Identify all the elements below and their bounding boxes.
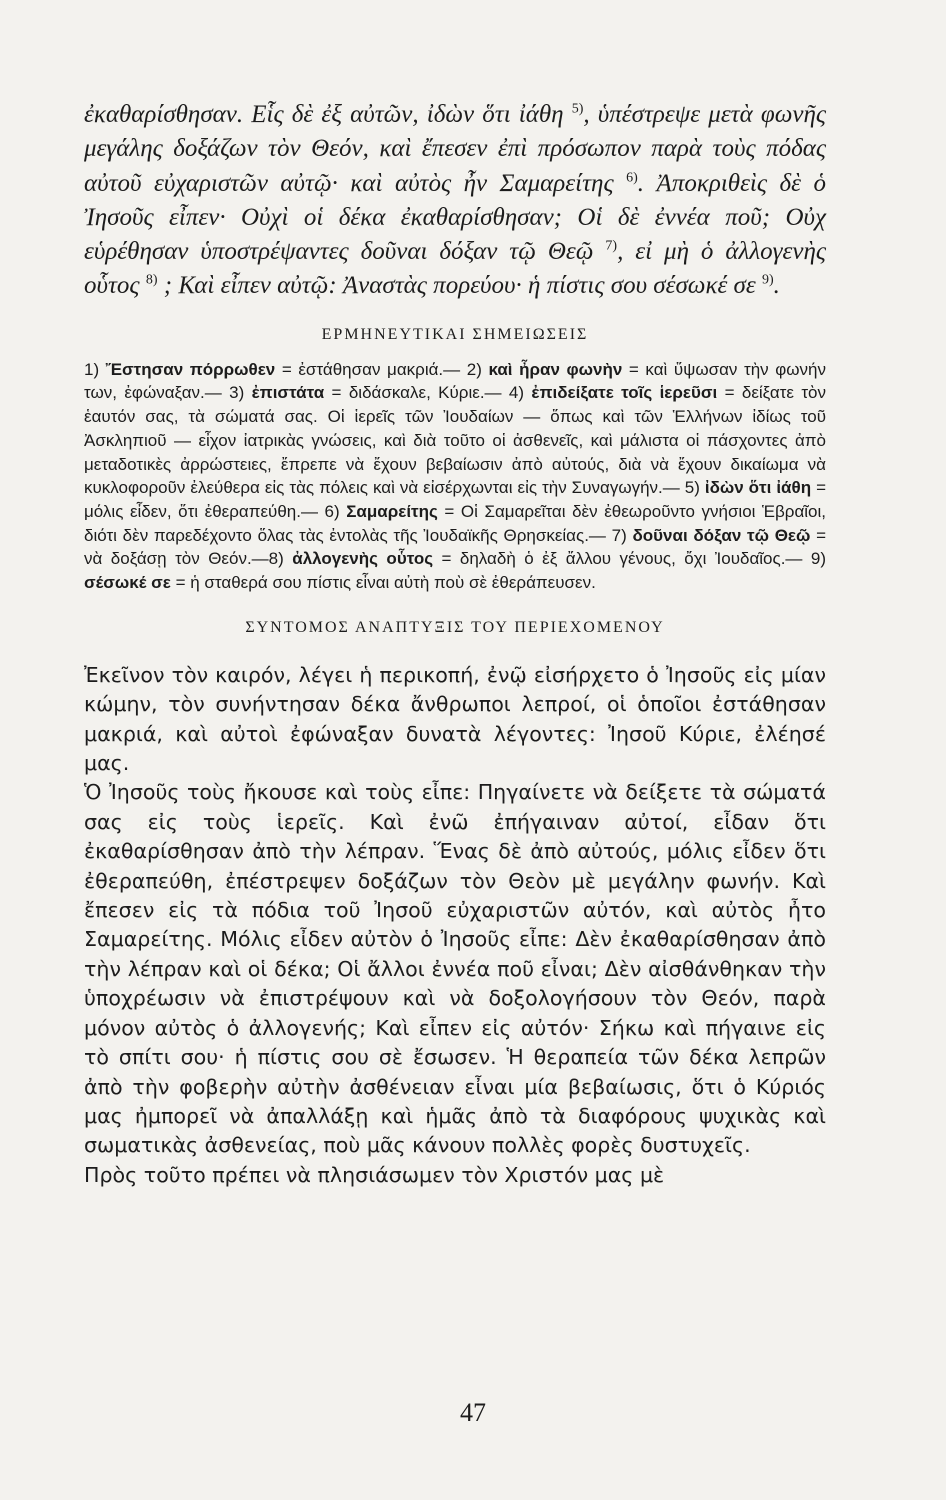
gospel-passage [84,98,826,304]
page-content [84,98,826,1190]
explanatory-notes [84,358,826,595]
note-term: δοῦναι δόξαν τῷ Θεῷ [632,525,811,545]
note-text: 1) [84,359,106,379]
note-term: ἐπιστάτα [251,383,325,403]
note-term: Ἔστησαν πόρρωθεν [105,359,276,379]
note-term: Σαμαρείτης [346,502,438,521]
notes-heading: ΕΡΜΗΝΕΥΤΙΚΑΙ ΣΗΜΕΙΩΣΕΙΣ [321,325,589,343]
gospel-text-part: , εἰ μὴ ὁ ἀλλογενὴς οὗτος [84,238,827,300]
page-number: 47 [460,1398,486,1427]
note-text: = δηλαδὴ ὁ ἐξ ἄλλου γένους, ὄχι Ἰουδαῖος.— 9) [433,549,826,569]
note-term: ἰδὼν ὅτι ἰάθη [704,478,812,498]
summary-heading: ΣΥΝΤΟΜΟΣ ΑΝΑΠΤΥΞΙΣ ΤΟΥ ΠΕΡΙΕΧΟΜΕΝΟΥ [245,618,665,636]
summary-paragraph: Ἐκεῖνον τὸν καιρόν, λέγει ἡ περικοπή, ἐνῷ εἰσήρχετο ὁ Ἰησοῦς εἰς μίαν κώμην, τὸν συνήντησαν δέκα ἄνθρωποι λεπροί, οἱ ὁποῖοι ἐστάθησαν μακριά, καὶ αὐτοὶ ἐφώναξαν δυνατὰ λέγοντες: Ἰησοῦ Κύριε, ἐλέησέ μας. [84,662,826,776]
footnote-ref-7: 7) [605,238,618,254]
footnote-ref-9: 9) [761,273,774,289]
note-text: = νὰ δοξάσῃ τὸν Θεόν.—8) [84,525,826,569]
gospel-text-part: . [773,272,780,300]
note-term: καὶ ἦραν φωνὴν [488,359,623,379]
footnote-ref-8: 8) [145,273,158,289]
note-text: = ἡ σταθερά σου πίστις εἶναι αὐτὴ ποὺ σὲ ἐθεράπευσεν. [170,573,596,593]
gospel-text-part: ἐκαθαρίσθησαν. Εἷς δὲ ἐξ αὐτῶν, ἰδὼν ὅτι ἰάθη [84,101,564,128]
note-text: = μόλις εἶδεν, ὅτι ἐθεραπεύθη.— 6) [84,478,826,521]
gospel-text-part: . Ἀποκριθεὶς δὲ ὁ Ἰησοῦς εἶπεν· Οὐχὶ οἱ δέκα ἐκαθαρίσθησαν; Οἱ δὲ ἐννέα ποῦ; Οὐχ εὑρέθησαν ὑποστρέψαντες δοῦναι δόξαν τῷ Θεῷ [84,169,827,266]
footnote-ref-5: 5) [571,101,584,117]
note-text: = διδάσκαλε, Κύριε.— 4) [324,383,532,403]
note-text: = ἐστάθησαν μακριά.— 2) [275,359,489,379]
gospel-text-part: , ὑπέστρεψε μετὰ φωνῆς μεγάλης δοξάζων τὸν Θεόν, καὶ ἔπεσεν ἐπὶ πρόσωπον παρὰ τοὺς πόδας αὐτοῦ εὐχαριστῶν αὐτῷ· καὶ αὐτὸς ἦν Σαμαρείτης [84,101,827,197]
summary-paragraph: Ὁ Ἰησοῦς τοὺς ἤκουσε καὶ τοὺς εἶπε: Πηγαίνετε νὰ δείξετε τὰ σώματά σας εἰς τοὺς ἱερεῖς. Καὶ ἐνῶ ἐπήγαιναν αὐτοί, εἶδαν ὅτι ἐκαθαρίσθησαν ἀπὸ τὴν λέπραν. Ἕνας δὲ ἀπὸ αὐτούς, μόλις εἶδεν ὅτι ἐθεραπεύθη, ἐπέστρεψεν δοξάζων τὸν Θεὸν μὲ μεγάλην φωνήν. Καὶ ἔπεσεν εἰς τὰ πόδια τοῦ Ἰησοῦ εὐχαριστῶν αὐτόν, καὶ αὐτὸς ἦτο Σαμαρείτης. Μόλις εἶδεν αὐτὸν ὁ Ἰησοῦς εἶπε: Δὲν ἐκαθαρίσθησαν ἀπὸ τὴν λέπραν καὶ οἱ δέκα; Οἱ ἄλλοι ἐννέα ποῦ εἶναι; Δὲν αἰσθάνθηκαν τὴν ὑποχρέωσιν νὰ ἐπιστρέψουν καὶ νὰ δοξολογήσουν τὸν Θεόν, παρὰ μόνον αὐτὸς ὁ ἀλλογενής; Καὶ εἶπεν εἰς αὐτόν· Σήκω καὶ πήγαινε εἰς τὸ σπίτι σου· ἡ πίστις σου σὲ ἔσωσεν. Ἡ θεραπεία τῶν δέκα λεπρῶν ἀπὸ τὴν φοβερὴν αὐτὴν ἀσθένειαν εἶναι μία βεβαίωσις, ὅτι ὁ Κύριός μας ἠμπορεῖ νὰ ἀπαλλάξῃ καὶ ἡμᾶς ἀπὸ τὰ διαφόρους ψυχικὰς καὶ σωματικὰς ἀσθενείας, ποὺ μᾶς κάνουν πολλὲς φορὲς δυστυχεῖς. [84,780,826,1158]
note-text: = Οἱ Σαμαρεῖται δὲν ἐθεωροῦντο γνήσιοι Ἑβραῖοι, διότι δὲν παρεδέχοντο ὅλας τὰς ἐντολὰς τῆς Ἰουδαϊκῆς Θρησκείας.— 7) [84,502,827,545]
note-text: = δείξατε τὸν ἑαυτόν σας, τὰ σώματά σας. Οἱ ἱερεῖς τῶν Ἰουδαίων — ὅπως καὶ τῶν Ἑλλήνων ἰδίως τοῦ Ἀσκληπιοῦ — εἶχον ἰατρικὰς γνώσεις, καὶ διὰ τοῦτο οἱ ἀσθενεῖς, καὶ μάλιστα οἱ πάσχοντες ἀπὸ μεταδοτικὲς ἀρρώστειες, ἔπρεπε νὰ ἔχουν βεβαίωσιν ἀπὸ αὐτούς, διὰ νὰ ἔχουν δικαίωμα νὰ κυκλοφοροῦν ἐλεύθερα εἰς τὰς πόλεις καὶ νὰ εἰσέρχωνται εἰς τὴν Συναγωγήν.— 5) [84,383,826,498]
note-term: σέσωκέ σε [84,573,171,593]
note-term: ἐπιδείξατε τοῖς ἱερεῦσι [531,383,718,403]
summary-exposition [84,661,826,1190]
summary-paragraph: Πρὸς τοῦτο πρέπει νὰ πλησιάσωμεν τὸν Χριστόν μας μὲ [84,1162,665,1187]
note-text: = καὶ ὕψωσαν τὴν φωνήν των, ἐφώναξαν.— 3) [84,359,827,403]
footnote-ref-6: 6) [626,170,638,186]
gospel-text-part: ; Καὶ εἶπεν αὐτῷ: Ἀναστὰς πορεύου· ἡ πίστις σου σέσωκέ σε [157,272,756,300]
gospel-text [84,98,826,304]
note-term: ἀλλογενὴς οὗτος [292,549,434,569]
